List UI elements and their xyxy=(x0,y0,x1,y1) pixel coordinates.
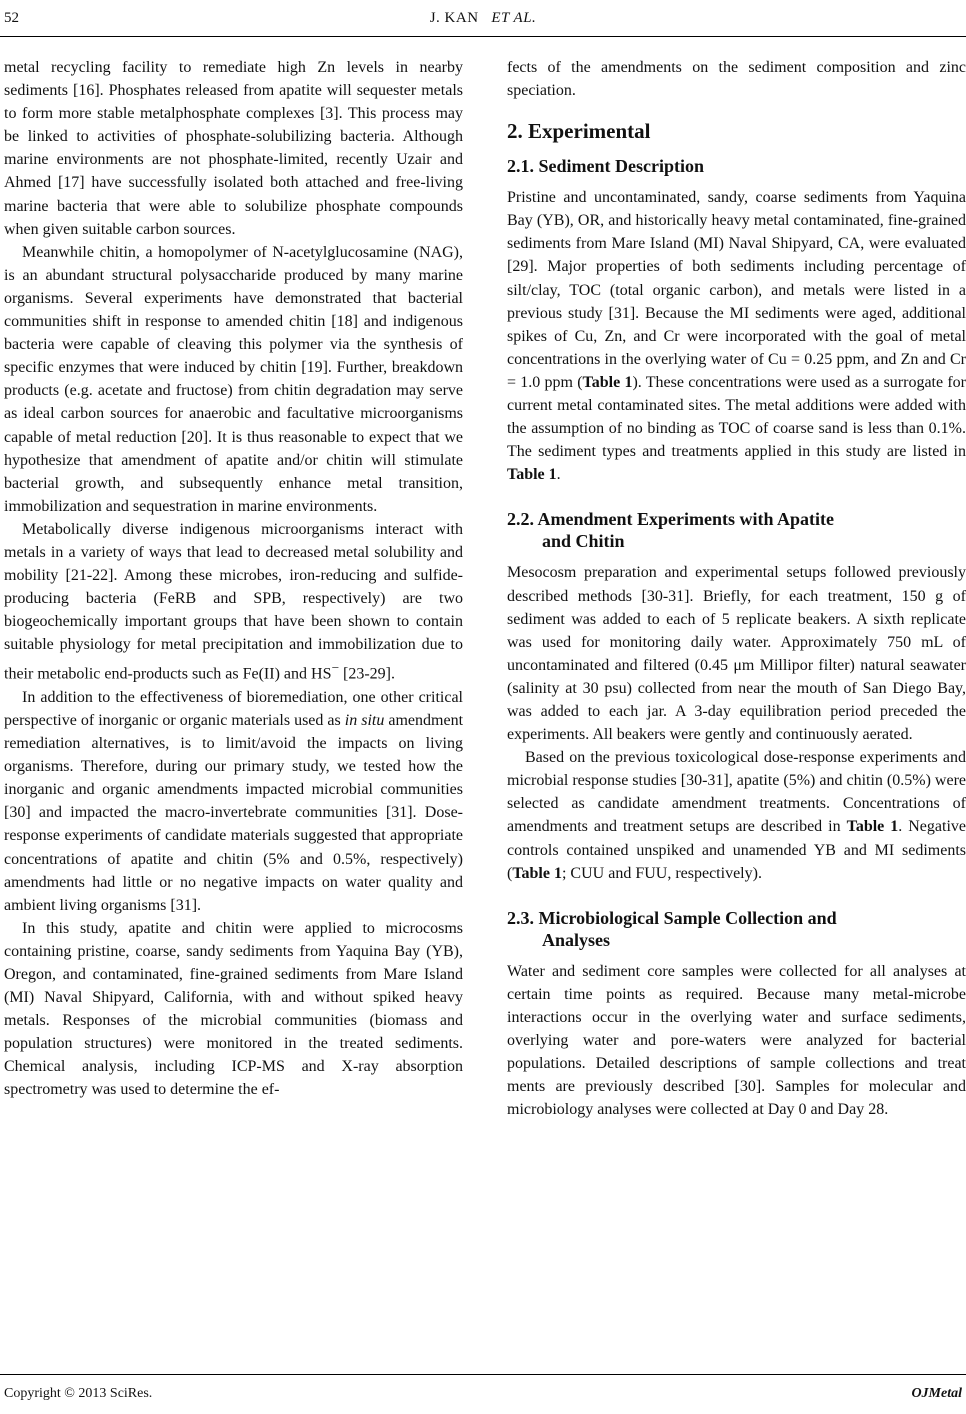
table-ref: Table 1 xyxy=(582,373,633,391)
paragraph: In this study, apatite and chitin were applied to microcosms containing pristine, coarse, sandy sediments from Yaquina Bay (YB), Oregon, and contaminated, fine-grained sediments from Mare Island (MI) Naval Shipyard, California, with and without spiked heavy metals. Responses of the microbial communities (biomass and population structures) were monitored in the treated sediments. Chemical analysis, including ICP-MS and X-ray absorption spectrometry was used to determine the ef- xyxy=(4,919,463,1099)
paragraph-text: . Negative controls contained unspiked and unamended YB and MI sediments ( xyxy=(507,818,966,882)
section-heading: 2. Experimental xyxy=(507,119,651,144)
paragraph-text: Metabolically diverse indigenous microorganisms interact with metals in a variety of ways that lead to decreased metal solubility and mobility [21-22]. Among these microbes, iron-reducing and sulfide-producing bacteria (FeRB and SPB, respectively) are two biogeochemically important groups that have been shown to contain suitable physiology for metal precipitation and immobilization due to their metabolic end-products such as Fe(II) and HS xyxy=(4,520,463,683)
paragraph xyxy=(507,186,966,486)
heading-line: Analyses xyxy=(542,929,611,950)
running-head-etal: ET AL. xyxy=(491,10,537,26)
paragraph-text: ). These concentrations were used as a surrogate for current metal contaminated sites. The metal additions were added with the assumption of no binding as TOC of coarse sand is less than 0.1%. The sediment types and treatments applied in this study are listed in xyxy=(507,373,966,461)
paragraph: metal recycling facility to remediate high Zn levels in nearby sediments [16]. Phosphates released from apatite will sequester metals to form more stable metalphosphate complexes [3]. This process may be linked to activities of phosphate-solubilizing bacteria. Although marine environments are not phosphate-limited, recently Uzair and Ahmed [17] have successfully isolated both attached and free-living marine bacteria that were able to solubilize phosphate compounds when given suitable carbon sources. xyxy=(4,59,463,238)
running-head xyxy=(0,10,966,27)
left-column xyxy=(4,56,463,1102)
subsection-heading xyxy=(507,907,966,951)
paragraph xyxy=(4,518,463,686)
running-head-authors: J. KAN xyxy=(429,10,479,26)
paragraph: Water and sediment core samples were collected for all analyses at certain time points as required. Because many metal-microbe interactions occur in the overlying water and surface sediments, overlying water and pore-waters were analyzed for bacterial populations. Detailed descriptions of sample collections and treat ments are previously described [30]. Samples for molecular and microbiology analyses were collected at Day 0 and Day 28. xyxy=(507,962,966,1119)
paragraph xyxy=(4,686,463,917)
subsection-heading xyxy=(507,508,966,552)
page-number: 52 xyxy=(4,10,19,26)
page-header xyxy=(0,10,966,34)
copyright: Copyright © 2013 SciRes. xyxy=(4,1386,153,1401)
paragraph-text: In addition to the effectiveness of bioremediation, one other critical perspective of inorganic or organic materials used as xyxy=(4,688,463,729)
header-rule xyxy=(0,36,966,37)
paragraph-text: . xyxy=(556,466,561,484)
paragraph-text: amendment remediation alternatives, is to limit/avoid the impacts on living organisms. Therefore, during our primary study, we tested how the inorganic and organic amendments impacted microbial communities [30] and impacted the macro-invertebrate communities [31]. Dose-response experiments of candidate materials suggested that appropriate concentrations of apatite and chitin (5% and 0.5%, respectively) amendments had little or no negative impacts on water quality and ambient living organisms [31]. xyxy=(4,711,464,914)
paragraph-text: Pristine and uncontaminated, sandy, coarse sediments from Yaquina Bay (YB), OR, and historically heavy metal contaminated, fine-grained sediments from Mare Island (MI) Naval Shipyard, CA, were evaluated [29]. Major properties of both sediments including percentage of silt/clay, TOC (total organic carbon), and metals were listed in a previous study [31]. Because the MI sediments were aged, additional spikes of Cu, Zn, and Cr were incorporated with the goal of metal concentrations in the overlying water of Cu = 0.25 ppm, and Zn and Cr = 1.0 ppm ( xyxy=(507,189,966,391)
paragraph-text: Based on the previous toxicological dose-response experiments and microbial response studies [30-31], apatite (5%) and chitin (0.5%) were selected as candidate amendment treatments. Concentrations of amendments and treatment setups are described in xyxy=(507,749,966,836)
heading-line: 2.3. Microbiological Sample Collection and xyxy=(507,907,837,928)
paragraph xyxy=(507,746,966,885)
heading-line: and Chitin xyxy=(542,531,625,552)
subsection-heading: 2.1. Sediment Description xyxy=(507,156,704,177)
superscript: − xyxy=(331,660,339,676)
paragraph: Meanwhile chitin, a homopolymer of N-acetylglucosamine (NAG), is an abundant structural polysaccharide produced by many marine organisms. Several experiments have demonstrated that bacterial communities shift in response to amended chitin [18] and indigenous bacteria were capable of cleaving this polymer via the synthesis of specific enzymes that were induced by chitin [19]. Further, breakdown products (e.g. acetate and fructose) from chitin degradation may serve as ideal carbon sources for anaerobic and facultative microorganisms capable of metal reduction [20]. It is thus reasonable to expect that we hypothesize that amendment of apatite and/or chitin will stimulate bacterial growth, and subsequently enhance metal transition, immobilization and sequestration in marine environments. xyxy=(4,243,463,515)
footer-rule xyxy=(0,1374,966,1375)
paragraph-text: ; CUU and FUU, respectively). xyxy=(561,864,762,882)
paragraph: Mesocosm preparation and experimental setups followed previously described methods [30-31]. Briefly, for each treatment, 150 g of sediment was added to each of 5 replicate beakers. A sixth replicate was used for monitoring daily water. Approximately 750 mL of uncontaminated and filtered (0.45 μm Millipor filter) natural seawater (salinity at 30 psu) collected from near the mouth of San Diego Bay, was added to each jar. A 3-day equilibration period preceded the experiments. All beakers were gently and continuously aerated. xyxy=(507,564,966,744)
journal-name: OJMetal xyxy=(911,1386,962,1401)
paragraph: fects of the amendments on the sediment composition and zinc speciation. xyxy=(507,59,966,100)
table-ref: Table 1 xyxy=(507,466,557,484)
paragraph-text: [23-29]. xyxy=(339,665,395,683)
heading-line: 2.2. Amendment Experiments with Apatite xyxy=(507,509,834,530)
italic-term: in situ xyxy=(344,711,385,729)
table-ref: Table 1 xyxy=(512,864,562,882)
right-column xyxy=(507,56,966,1121)
table-ref: Table 1 xyxy=(846,818,899,836)
